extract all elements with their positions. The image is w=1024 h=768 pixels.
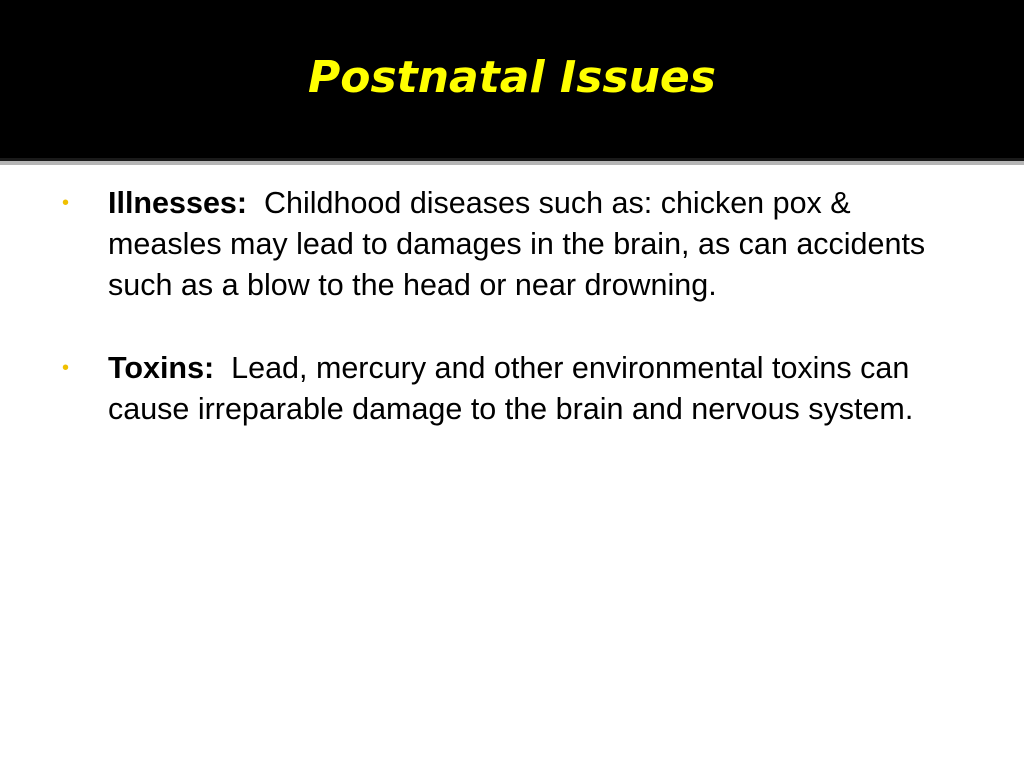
bullet-term: Illnesses: [108,186,248,220]
bullet-dot-icon: • [62,192,70,214]
bullet-item-toxins [62,348,967,430]
bullet-text: Childhood diseases such as: chicken pox & measles may lead to damages in the brain, as can accidents such as a blow to the head or near drowning. [108,186,926,302]
bullet-text: Lead, mercury and other environmental toxins can cause irreparable damage to the brain and nervous system. [108,351,914,426]
slide-title: Postnatal Issues [308,52,716,103]
bullet-list [62,183,967,472]
bullet-dot-icon: • [62,357,70,379]
title-divider-gray [0,161,1024,165]
bullet-item-illnesses [62,183,967,306]
bullet-term: Toxins: [108,351,215,385]
title-bar [0,0,1024,158]
